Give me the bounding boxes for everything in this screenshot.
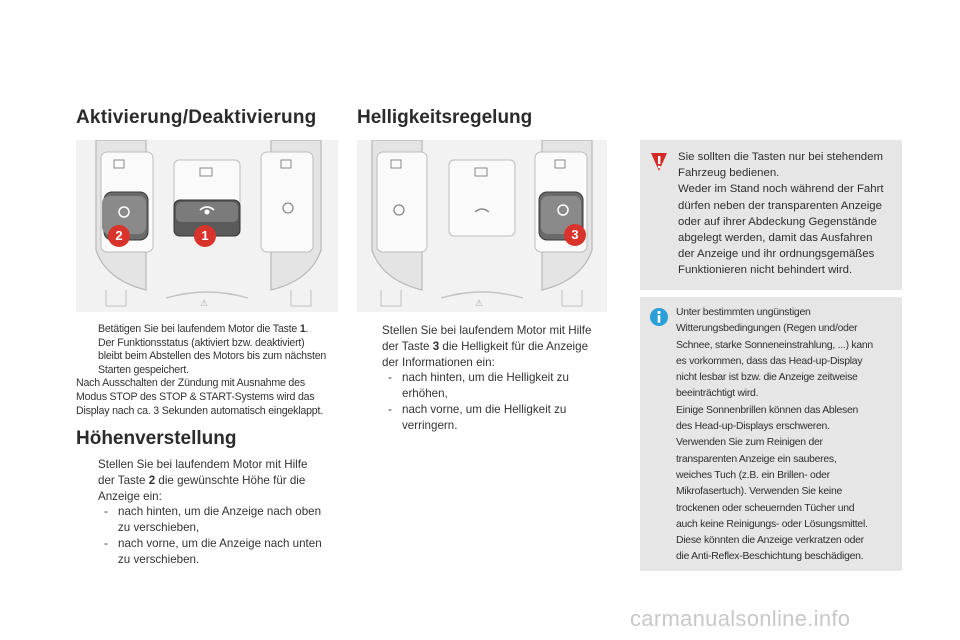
callout-2: 2	[108, 225, 130, 247]
activation-l4: Starten gespeichert.	[98, 363, 189, 376]
illustration-buttons-left	[76, 140, 338, 312]
height-bullet	[76, 457, 346, 568]
info-box	[640, 297, 902, 571]
activation-bullet	[76, 323, 351, 377]
height-text	[76, 457, 346, 568]
brightness-l2	[382, 339, 622, 355]
info-line: Witterungsbedingungen (Regen und/oder	[676, 323, 858, 335]
activation-text	[76, 323, 351, 418]
brightness-text	[362, 323, 622, 434]
warning-line: Weder im Stand noch während der Fahrt	[678, 183, 884, 196]
info-line: weiches Tuch (z.B. ein Brillen- oder	[676, 469, 830, 481]
info-line: Diese könnten die Anzeige verkratzen oder	[676, 535, 864, 547]
warning-line: oder auf ihrer Abdeckung Gegenstände	[678, 215, 877, 228]
activation-l1: Betätigen Sie bei laufendem Motor die Taste	[98, 323, 300, 335]
info-line: Unter bestimmten ungünstigen	[676, 307, 811, 318]
height-l2	[98, 473, 346, 489]
activation-l6: Modus STOP des STOP & START-Systems wird das	[76, 390, 315, 403]
warning-line: abgelegt werden, damit das Ausfahren	[678, 232, 873, 245]
heading-activation: Aktivierung/Deaktivierung	[76, 107, 317, 128]
warning-text	[678, 149, 900, 279]
warning-line: der Anzeige und ihr ordnungsgemäßes	[678, 248, 875, 261]
brightness-dash-2	[382, 402, 622, 434]
activation-l1-end: .	[305, 323, 309, 335]
dash-marker: -	[104, 505, 108, 519]
dash-marker: -	[104, 536, 108, 550]
callout-1: 1	[194, 225, 216, 247]
warning-line: Sie sollten die Tasten nur bei stehendem	[678, 151, 883, 163]
height-l1: Stellen Sie bei laufendem Motor mit Hilfe	[98, 458, 308, 471]
info-line: Schnee, starke Sonneneinstrahlung, ...) kann	[676, 339, 873, 351]
info-line: trockenen oder scheuernden Tücher und	[676, 502, 855, 514]
height-d2a: nach vorne, um die Anzeige nach unten	[118, 536, 322, 550]
warning-line: dürfen neben der transparenten Anzeige	[678, 199, 882, 212]
warning-box	[640, 140, 902, 290]
activation-l5: Nach Ausschalten der Zündung mit Ausnahme des	[76, 377, 305, 390]
height-d2b: zu verschieben.	[118, 552, 200, 566]
activation-l3: bleibt beim Abstellen des Motors bis zum nächsten	[98, 350, 327, 363]
brightness-l3: der Informationen ein:	[382, 355, 495, 369]
height-l2-pre: der Taste	[98, 473, 149, 487]
info-line: nicht lesbar ist bzw. die Anzeige zeitweise	[676, 372, 858, 384]
info-line: Verwenden Sie zum Reinigen der	[676, 437, 823, 449]
brightness-d2a: nach vorne, um die Helligkeit zu	[402, 402, 567, 416]
brightness-d2b: verringern.	[402, 418, 458, 432]
dash-marker: -	[388, 402, 392, 416]
brightness-d1a: nach hinten, um die Helligkeit zu	[402, 371, 569, 385]
activation-l7: Display nach ca. 3 Sekunden automatisch eingeklappt.	[76, 404, 323, 417]
info-line: auch keine Reinigungs- oder Lösungsmittel.	[676, 518, 868, 530]
dash-marker: -	[388, 371, 392, 385]
callout-3: 3	[564, 224, 586, 246]
warning-line: Fahrzeug bedienen.	[678, 167, 780, 180]
height-dash-1	[98, 504, 346, 536]
info-line: beeinträchtigt wird.	[676, 388, 759, 400]
illustration-buttons-right	[357, 140, 607, 312]
brightness-dash-1	[382, 370, 622, 402]
height-key: 2	[148, 473, 156, 487]
info-line: Einige Sonnenbrillen können das Ablesen	[676, 404, 859, 416]
height-l3: Anzeige ein:	[98, 489, 162, 503]
warning-line: Funktionieren nicht behindert wird.	[678, 264, 853, 277]
info-line: transparenten Anzeige ein sauberes,	[676, 453, 837, 465]
brightness-key: 3	[432, 339, 440, 353]
heading-brightness: Helligkeitsregelung	[357, 107, 533, 128]
watermark: carmanualsonline.info	[630, 606, 851, 631]
activation-l2: Der Funktionsstatus (aktiviert bzw. deaktiviert)	[98, 336, 305, 349]
height-l2-post: die gewünschte Höhe für die	[155, 473, 306, 487]
info-line: Mikrofasertuch). Verwenden Sie keine	[676, 486, 842, 498]
brightness-d1b: erhöhen,	[402, 387, 448, 401]
info-text	[676, 305, 902, 566]
svg-text:⚠: ⚠	[475, 298, 484, 308]
info-line: des Head-up-Displays erschweren.	[676, 421, 830, 433]
brightness-l1: Stellen Sie bei laufendem Motor mit Hilfe	[382, 324, 592, 337]
brightness-l2-post: die Helligkeit für die Anzeige	[439, 339, 589, 353]
warning-icon	[648, 151, 670, 173]
height-dash-2	[98, 536, 346, 568]
svg-text:⚠: ⚠	[200, 298, 209, 308]
activation-key: 1	[299, 323, 306, 335]
brightness-bullet	[362, 323, 622, 434]
info-icon	[649, 307, 669, 327]
info-line: es vorkommen, dass das Head-up-Display	[676, 355, 863, 367]
brightness-l2-pre: der Taste	[382, 339, 433, 353]
height-d1a: nach hinten, um die Anzeige nach oben	[118, 505, 322, 519]
height-d1b: zu verschieben,	[118, 521, 200, 535]
heading-height: Höhenverstellung	[76, 428, 237, 449]
info-line: die Anti-Reflex-Beschichtung beschädigen.	[676, 551, 864, 563]
